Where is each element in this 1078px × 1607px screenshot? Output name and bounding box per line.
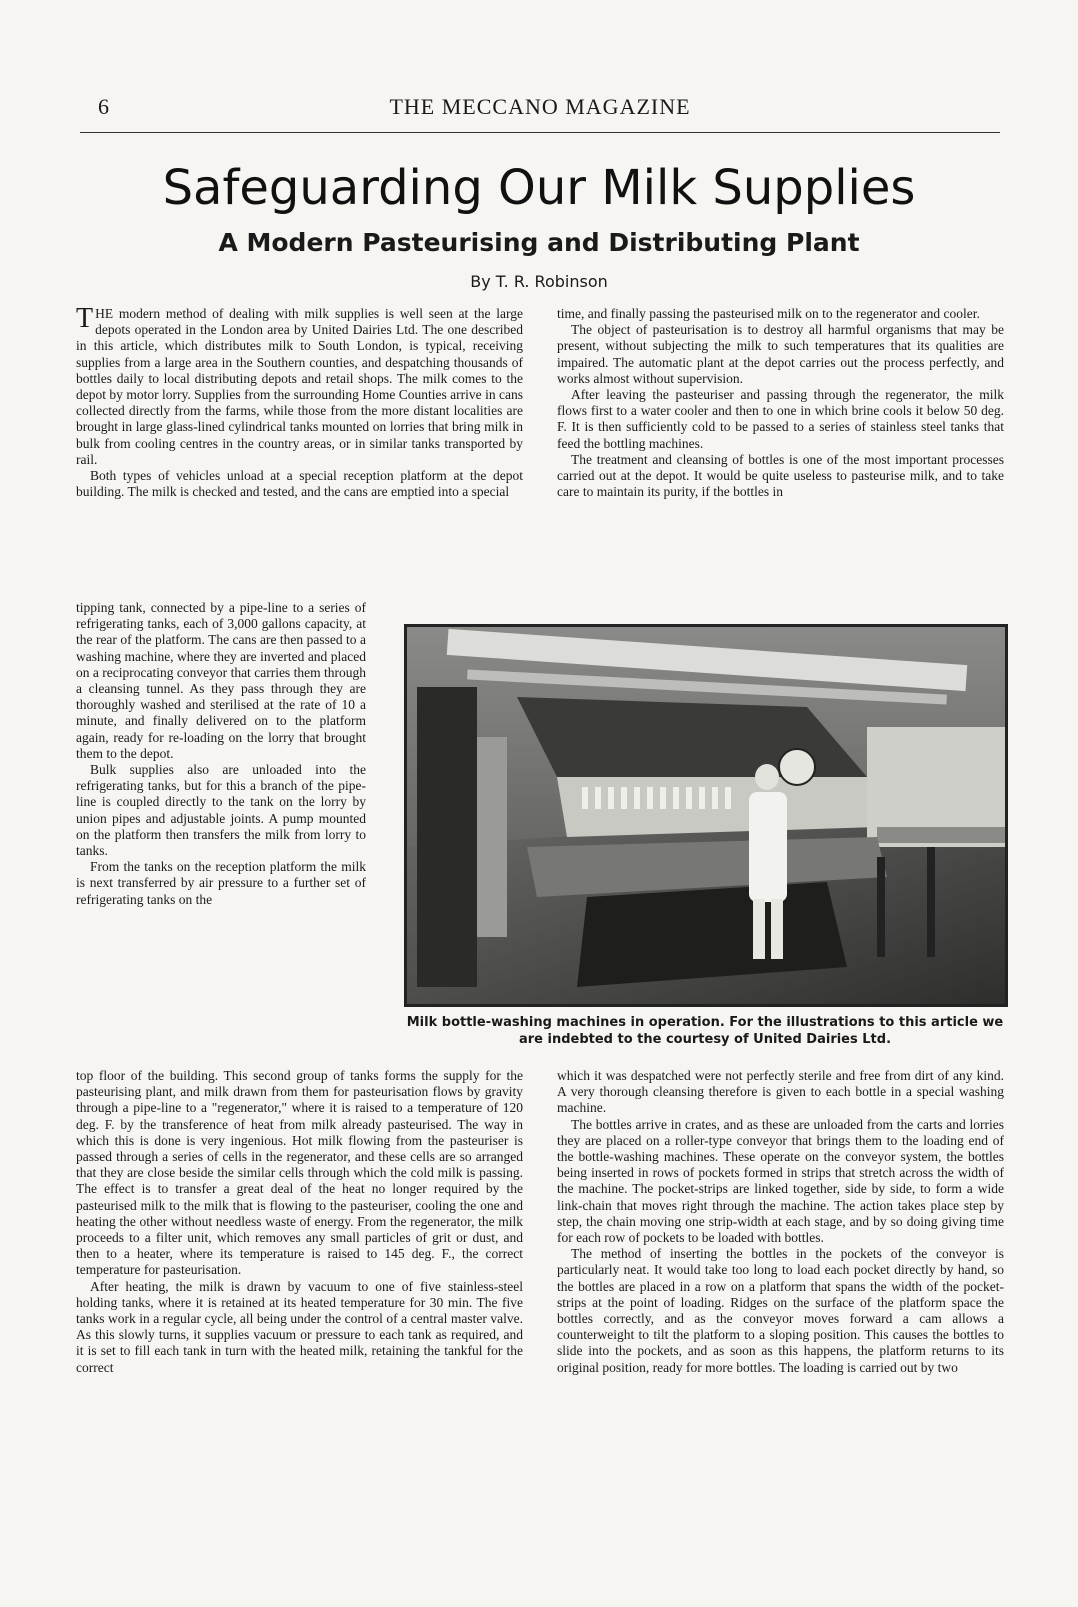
- paragraph: The method of inserting the bottles in the pockets of the conveyor is particularly neat. It would take too long to load each pocket directly by hand, so the bottles are placed in a row on a platform that spans the width of the pocket-strips at the point of loading. Ridges on the surface of the platform space the bottles correctly, and as the conveyor moves forward a cam allows a counterweight to tilt the platform to a sloping position. This causes the bottles to slide into the pockets, and as soon as this happens, the platform returns to its original position, ready for more bottles. The loading is carried out by two: [557, 1246, 1004, 1375]
- paragraph: THE modern method of dealing with milk supplies is well seen at the large depots operated in the London area by United Dairies Ltd. The one described in this article, which distributes milk to South London, is typical, receiving supplies from a large area in the Southern counties, and despatching thousands of bottles daily to local distributing depots and retail shops. The milk comes to the depot by motor lorry. Supplies from the surrounding Home Counties arrive in cans collected directly from the farms, while those from the more distant localities are brought in large glass-lined cylindrical tanks mounted on lorries that bring milk in bulk from cooling centres in the country areas, or in similar tanks transported by rail.: [76, 303, 523, 467]
- paragraph: From the tanks on the reception platform the milk is next transferred by air pressure to a further set of refrigerating tanks on the: [76, 859, 366, 907]
- article-subtitle: A Modern Pasteurising and Distributing Plant: [218, 228, 860, 257]
- paragraph: The bottles arrive in crates, and as these are unloaded from the carts and lorries they are placed on a roller-type conveyor that brings them to the loading end of the bottle-washing machines. These operate on the conveyor system, the bottles being inserted in rows of pockets formed in strips that stretch across the width of the machine. The pocket-strips are linked together, side by side, to form a wide link-chain that moves right through the machine. The action takes place step by step, the chain moving one strip-width at each stage, and by so doing giving time for each row of pockets to be loaded with bottles.: [557, 1116, 1004, 1246]
- photo-caption: Milk bottle-washing machines in operation. For the illustrations to this article we are indebted to the courtesy of United Dairies Ltd.: [406, 1015, 1004, 1047]
- article-title: Safeguarding Our Milk Supplies: [162, 160, 916, 216]
- paragraph: which it was despatched were not perfectly sterile and free from dirt of any kind. A very thorough cleansing therefore is given to each bottle in a special washing machine.: [557, 1068, 1004, 1116]
- left-column-top: [76, 303, 523, 500]
- page-header: [80, 92, 1000, 133]
- left-column-narrow: [76, 600, 366, 908]
- paragraph: Bulk supplies also are unloaded into the refrigerating tanks, but for this a branch of the pipe-line is coupled directly to the tank on the lorry by union pipes and adjustable joints. A pump mounted on the platform then transfers the milk from lorry to tanks.: [76, 762, 366, 859]
- paragraph: time, and finally passing the pasteurised milk on to the regenerator and cooler.: [557, 306, 980, 321]
- article-byline: By T. R. Robinson: [470, 272, 608, 291]
- right-column-bottom: [557, 1068, 1004, 1376]
- paragraph: tipping tank, connected by a pipe-line to a series of refrigerating tanks, each of 3,000 gallons capacity, at the rear of the platform. The cans are then passed to a washing machine, where they are inverted and placed on a reciprocating conveyor that carries them through a cleansing tunnel. As they pass through they are thoroughly washed and sterilised at the rate of 10 a minute, and finally delivered on to the platform again, ready for re-loading on the lorry that brought them to the depot.: [76, 600, 366, 761]
- paragraph: After heating, the milk is drawn by vacuum to one of five stainless-steel holding tanks, where it is retained at its heated temperature for 30 min. The five tanks work in a regular cycle, all being under the control of a central master valve. As this slowly turns, it supplies vacuum or pressure to each tank as required, and it is set to fill each tank in turn with the heated milk, retaining the tankful for the correct: [76, 1278, 523, 1375]
- machine-photo: [404, 624, 1008, 1007]
- magazine-title: THE MECCANO MAGAZINE: [389, 94, 691, 119]
- paragraph: The treatment and cleansing of bottles is one of the most important processes carried out at the depot. It would be quite useless to pasteurise milk, and to take care to maintain its purity, if the bottles in: [557, 451, 1004, 500]
- right-column-top: [557, 306, 1004, 500]
- left-column-bottom: [76, 1068, 523, 1376]
- drop-cap: T: [76, 303, 94, 334]
- page-number: 6: [98, 94, 109, 119]
- paragraph: The object of pasteurisation is to destroy all harmful organisms that may be present, without subjecting the milk to such temperatures that its qualities are impaired. The automatic plant at the depot carries out the process perfectly, and works almost without supervision.: [557, 322, 1004, 386]
- paragraph: top floor of the building. This second group of tanks forms the supply for the pasteurising plant, and milk drawn from them for pasteurisation flows by gravity through a pipe-line to a "regenerator," where it is raised to a temperature of 120 deg. F. by the transference of heat from milk already pasteurised. The way in which this is done is very ingenious. Hot milk flowing from the pasteuriser is passed through a series of cells in the regenerator, and these cells are so arranged that they are close beside the similar cells through which the cold milk is passing. The effect is to transfer a great deal of the heat no longer required by the pasteurised milk to the milk that is flowing to the pasteuriser, cooling the one and heating the other without needless waste of energy. From the regenerator, the milk proceeds to a filter unit, which removes any small particles of grit or dust, and then to a heater, where its temperature is raised to 145 deg. F., the correct temperature for pasteurisation.: [76, 1068, 523, 1278]
- bottle-washing-machines-image: [407, 627, 1005, 1004]
- paragraph: Both types of vehicles unload at a special reception platform at the depot building. The milk is checked and tested, and the cans are emptied into a special: [76, 468, 523, 500]
- paragraph: After leaving the pasteuriser and passing through the regenerator, the milk flows first to a water cooler and then to one in which brine cools it below 50 deg. F. It is then sufficiently cold to be passed to a series of stainless steel tanks that feed the bottling machines.: [557, 387, 1004, 451]
